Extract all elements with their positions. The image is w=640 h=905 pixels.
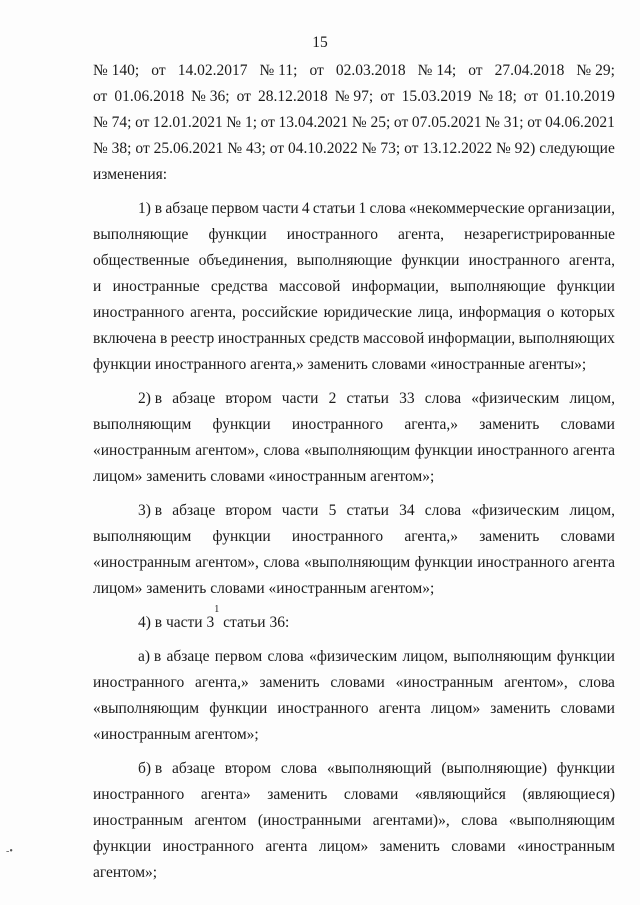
word: 5 [328,502,337,519]
word: функции [208,226,267,243]
word: агента [572,554,615,571]
scan-artifact-mark: -• [6,846,13,857]
word: иностранного [93,786,185,803]
text-line [93,326,615,352]
word: 04.10.2022 [287,140,358,157]
text-line-last [93,162,615,188]
word: 1 [358,200,367,217]
word: № 43; [227,140,266,157]
word: иностранного [93,304,185,321]
word: агента, [190,304,237,321]
paragraph-gap [93,378,615,386]
word: информации, [427,330,516,347]
word: втором [225,390,272,407]
word: абзаце [172,502,216,519]
word: от [135,114,150,131]
text-line [93,524,615,550]
text-line-last [93,464,615,490]
word: и [93,278,102,295]
word: 3) в [138,502,163,519]
word: статьи [346,502,389,519]
page-number: 15 [312,34,328,51]
text-line [93,834,615,860]
word: лицом, [402,648,448,665]
word: от [260,114,275,131]
text-line-last [93,722,615,748]
word: лицом» [318,838,369,855]
word: от [404,140,419,157]
text-fragment: изменения: [93,166,168,183]
word: агента [378,700,421,717]
word: части [281,390,319,407]
word: функции [93,838,152,855]
word: агента» [200,786,251,803]
text-fragment: статьи 36: [219,614,290,631]
word: слова [263,554,300,571]
word: юридические [323,304,413,321]
word: слова [424,390,462,407]
word: 01.10.2019 [545,88,615,105]
text-line [93,196,615,222]
text-line [93,110,615,136]
word: 25.06.2021 [153,140,224,157]
word: иностранного [477,442,569,459]
word: «выполняющим [93,700,200,717]
word: агента,» [404,528,458,545]
word: объединения, [198,252,288,269]
text-line [93,782,615,808]
word: № 38; [93,140,132,157]
word: агентом», [504,674,568,691]
word: слова [263,442,300,459]
word: функции [414,442,473,459]
word: от [380,88,395,105]
word: заменить [490,700,551,717]
word: слова [267,648,304,665]
text-line [93,84,615,110]
word: иностранным [93,812,184,829]
word: 2 [328,390,337,407]
text-line [93,386,615,412]
word: выполняющим [93,528,192,545]
word: № 74; [93,114,132,131]
paragraph-gap [93,636,615,644]
word: № 1; [226,114,258,131]
word: № 25; [351,114,391,131]
word: от [523,88,539,105]
word: абзаце [172,390,216,407]
text-fragment: «иностранным агентом»; [93,726,259,743]
paragraph [93,196,615,378]
word: лицом» [430,700,481,717]
word: иностранного [277,700,369,717]
word: информации, [351,278,439,295]
paragraph-gap [93,188,615,196]
word: 04.06.2021 [545,114,615,131]
word: массовой [279,278,341,295]
word: 28.12.2018 [257,88,328,105]
word: 33 [399,390,415,407]
word: 13.12.2022 [422,140,493,157]
word: части [262,200,299,217]
word: функции [209,700,268,717]
word: № 29; [576,62,615,79]
word: иностранного [286,226,378,243]
word: следующие [539,140,615,157]
word: общественные [93,252,190,269]
word: от [309,62,324,79]
word: 12.01.2021 [152,114,223,131]
paragraph [93,498,615,602]
text-line-last [93,604,615,636]
word: средств [309,330,360,347]
word: словами [330,674,385,691]
word: агентом», [195,554,259,571]
word: словами [560,528,615,545]
word: лица, [417,304,453,321]
text-fragment: функции иностранного агента,» заменить словами «иностранные агенты»; [93,356,587,373]
paragraph [93,644,615,748]
word: «выполняющим [304,442,411,459]
word: функции [212,416,271,433]
word: функции [556,760,615,777]
word: заменить [267,786,328,803]
word: № 11; [259,62,298,79]
word: «выполняющий [326,760,432,777]
word: агентом [194,812,247,829]
word: иностранных [217,330,306,347]
word: словами [560,700,615,717]
word: слова [424,502,462,519]
word: заменить [379,838,440,855]
word: «иностранным [93,554,191,571]
word: 1) в [138,200,163,217]
text-line [93,222,615,248]
word: словами [451,838,506,855]
word: иностранные [112,278,200,295]
word: лицом, [569,502,615,519]
word: реестр [170,330,215,347]
word: 14.02.2017 [177,62,248,79]
word: иностранного [162,838,254,855]
text-line [93,274,615,300]
word: 34 [399,502,415,519]
word: в [159,330,168,347]
paragraph [93,756,615,886]
word: «являющийся [414,786,506,803]
word: выполняющим [453,648,552,665]
word: заменить [259,674,320,691]
word: от [151,62,166,79]
text-line-last [93,576,615,602]
paragraph [93,604,615,636]
word: 2) в [138,390,163,407]
word: «иностранным [93,442,191,459]
word: от [135,140,150,157]
word: «физическим [309,648,398,665]
word: 13.04.2021 [278,114,349,131]
word: 02.03.2018 [335,62,406,79]
word: абзаце [166,648,210,665]
paragraph [93,58,615,188]
word: иностранного [477,554,569,571]
word: агента,» [404,416,458,433]
word: № 97; [334,88,374,105]
word: российские [241,304,318,321]
word: а) в [138,648,162,665]
word: организации, [527,200,615,217]
word: 07.05.2021 [411,114,482,131]
text-line [93,644,615,670]
superscript: 1 [214,604,220,615]
word: слова [280,760,318,777]
word: от [393,114,409,131]
word: 27.04.2018 [494,62,565,79]
paragraph-gap [93,602,615,610]
word: агента [265,838,308,855]
word: 15.03.2019 [401,88,472,105]
text-fragment: агентом»; [93,864,158,881]
word: втором [225,502,272,519]
word: 01.06.2018 [114,88,185,105]
word: информация [458,304,541,321]
word: выполняющие [93,226,189,243]
word: 4 [301,200,310,217]
word: слова [578,674,615,691]
word: словами [343,786,399,803]
text-line [93,808,615,834]
word: агента, [398,226,444,243]
word: лицом, [569,390,615,407]
text-line [93,498,615,524]
word: № 73; [361,140,401,157]
word: слова [369,200,406,217]
word: функции [556,648,615,665]
word: (являющиеся) [522,786,615,803]
word: первом [214,648,263,665]
text-line [93,136,615,162]
paragraph [93,386,615,490]
text-line [93,550,615,576]
word: № 36; [191,88,230,105]
word: № 140; [93,62,140,79]
word: функции [414,554,473,571]
word: заменить [479,528,540,545]
word: статьи [346,390,389,407]
word: средства [210,278,268,295]
word: незарегистрированные [464,226,615,243]
word: «выполняющим [304,554,411,571]
word: «иностранным [517,838,615,855]
text-line [93,670,615,696]
word: № 14; [417,62,457,79]
word: слова [461,812,498,829]
word: агента, [569,252,615,269]
word: «некоммерческие [409,200,525,217]
word: абзаце [172,760,215,777]
word: агента,» [195,674,249,691]
document-body [93,58,615,886]
word: первом [211,200,259,217]
word: словами [560,416,615,433]
word: б) в [138,760,163,777]
paragraph-gap [93,490,615,498]
word: иностранного [93,674,185,691]
word: иностранного [291,416,384,433]
word: № 18; [478,88,517,105]
word: «выполняющим [508,812,615,829]
word: выполняющие [450,278,546,295]
word: о [546,304,555,321]
word: от [468,62,483,79]
word: включена [93,330,157,347]
word: функции [556,278,615,295]
word: № 31; [485,114,524,131]
word: (выполняющие) [441,760,548,777]
paragraph-gap [93,748,615,756]
word: иностранного [291,528,384,545]
word: «физическим [471,502,560,519]
word: агентами)», [372,812,450,829]
word: от [236,88,251,105]
word: агентом», [195,442,259,459]
word: функции [401,252,460,269]
text-line [93,248,615,274]
text-line [93,438,615,464]
text-line [93,756,615,782]
word: от [269,140,285,157]
word: статьи [312,200,356,217]
word: массовой [362,330,425,347]
text-line [93,300,615,326]
text-line [93,696,615,722]
word: выполняющим [93,416,192,433]
word: заменить [479,416,540,433]
word: № 92) [495,140,536,157]
word: «физическим [471,390,560,407]
word: функции [212,528,271,545]
word: абзаце [165,200,209,217]
text-fragment: 4) в части 3 [138,614,215,631]
word: которых [560,304,615,321]
word: от [93,88,108,105]
word: части [281,502,319,519]
word: от [527,114,542,131]
text-line-last [93,352,615,378]
word: агента [572,442,615,459]
word: выполняющие [296,252,393,269]
text-line [93,412,615,438]
word: «иностранным [395,674,494,691]
text-line [93,58,615,84]
text-fragment: лицом» заменить словами «иностранным агентом»; [93,580,435,597]
word: втором [224,760,272,777]
word: выполняющих [518,330,615,347]
text-fragment: лицом» заменить словами «иностранным агентом»; [93,468,435,485]
text-line-last [93,860,615,886]
word: иностранного [468,252,560,269]
word: (иностранными [257,812,362,829]
